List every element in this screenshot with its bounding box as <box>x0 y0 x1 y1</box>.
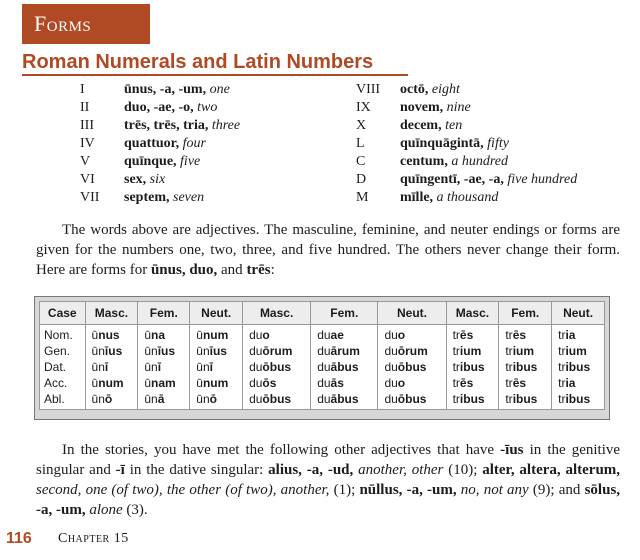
form-cell <box>378 343 446 359</box>
roman-numeral: C <box>356 154 366 169</box>
declension-table <box>39 301 605 410</box>
form-stem: du <box>384 328 398 342</box>
numeral-entry <box>356 171 577 189</box>
roman-numeral: VIII <box>356 82 381 97</box>
form-stem: ūn <box>196 392 210 406</box>
form-stem: du <box>249 392 263 406</box>
page-number: 116 <box>6 530 32 547</box>
form-cell <box>190 375 243 391</box>
numeral-entry <box>356 117 577 135</box>
form-ending: ōbus <box>262 360 292 374</box>
latin-word: ūnus, <box>150 262 186 278</box>
english-gloss: four <box>182 136 206 151</box>
form-ending: ibus <box>512 360 538 374</box>
form-stem: tr <box>558 376 566 390</box>
latin-word: alter, altera, alterum, <box>482 462 621 478</box>
form-cell <box>552 343 605 359</box>
column-header: Masc. <box>243 302 311 325</box>
numeral-entry <box>80 99 240 117</box>
form-ending: ōrum <box>262 344 293 358</box>
case-label: Gen. <box>40 343 86 359</box>
form-ending: īus <box>209 344 227 358</box>
roman-numeral: D <box>356 172 367 187</box>
table-body <box>40 325 605 410</box>
form-stem: du <box>384 392 398 406</box>
form-cell <box>85 391 138 410</box>
form-stem: ū <box>91 376 99 390</box>
title-underline <box>22 74 408 76</box>
english-gloss: five hundred <box>507 172 578 187</box>
form-ending: ī <box>104 360 109 374</box>
latin-word: centum, <box>400 154 448 169</box>
form-cell <box>190 325 243 344</box>
form-stem: du <box>317 360 331 374</box>
form-ending: ium <box>565 344 587 358</box>
form-stem: du <box>384 376 398 390</box>
form-stem: tr <box>558 344 566 358</box>
form-stem: tr <box>452 344 460 358</box>
latin-word: quattuor, <box>124 136 180 151</box>
english-gloss: fifty <box>487 136 509 151</box>
form-ending: ibus <box>565 360 591 374</box>
form-ending: ō <box>209 392 217 406</box>
form-cell <box>311 325 378 344</box>
column-header: Neut. <box>190 302 243 325</box>
para-text: (10); <box>448 462 478 478</box>
form-stem: ūn <box>144 392 158 406</box>
english-gloss: eight <box>431 82 460 97</box>
roman-numeral: VII <box>80 190 100 205</box>
form-cell <box>243 359 311 375</box>
form-cell <box>190 359 243 375</box>
english-gloss: three <box>211 118 241 133</box>
column-header: Masc. <box>446 302 499 325</box>
table-row <box>40 325 605 344</box>
latin-word: alius, -a, -ud, <box>268 462 354 478</box>
form-ending: ium <box>512 344 535 358</box>
latin-word: duo, <box>189 262 218 278</box>
form-cell <box>311 343 378 359</box>
form-ending: num <box>202 376 229 390</box>
form-ending: ēs <box>459 328 474 342</box>
form-ending: ōbus <box>262 392 292 406</box>
english-gloss: a thousand <box>436 190 499 205</box>
form-cell <box>138 359 190 375</box>
form-ending: ēs <box>459 376 474 390</box>
form-cell <box>243 343 311 359</box>
form-ending: ā <box>157 392 165 406</box>
form-cell <box>378 375 446 391</box>
form-ending: o <box>397 376 406 390</box>
form-stem: ū <box>144 376 152 390</box>
table-row <box>40 343 605 359</box>
roman-numeral: I <box>80 82 85 97</box>
roman-numeral: IX <box>356 100 371 115</box>
numeral-entry <box>356 99 577 117</box>
latin-word: trēs <box>246 262 271 278</box>
form-ending: ae <box>330 328 344 342</box>
form-ending: ās <box>330 376 344 390</box>
form-cell <box>446 375 499 391</box>
form-cell <box>499 375 552 391</box>
case-label: Nom. <box>40 325 86 344</box>
form-ending: ibus <box>459 392 485 406</box>
form-stem: tr <box>505 376 513 390</box>
form-cell <box>552 359 605 375</box>
form-cell <box>446 391 499 410</box>
form-ending: num <box>202 328 229 342</box>
section-tab: Forms <box>22 4 150 44</box>
numeral-entry <box>356 153 577 171</box>
form-ending: ibus <box>512 392 538 406</box>
english-gloss: second, one (of two), the other (of two), another, <box>36 482 330 498</box>
form-stem: du <box>384 360 398 374</box>
english-gloss: alone <box>89 502 123 518</box>
form-ending: ōs <box>262 376 277 390</box>
form-ending: īus <box>104 344 123 358</box>
numeral-entry <box>356 81 577 99</box>
latin-word: ūnus, -a, -um, <box>124 82 207 97</box>
roman-numeral: L <box>356 136 365 151</box>
latin-ending: -īus <box>500 442 524 458</box>
form-stem: tr <box>505 392 513 406</box>
form-stem: ūn <box>196 360 210 374</box>
numerals-list-right <box>356 81 577 207</box>
latin-word: decem, <box>400 118 442 133</box>
form-cell <box>85 375 138 391</box>
form-ending: ābus <box>330 392 359 406</box>
form-stem: tr <box>505 344 513 358</box>
page-title: Roman Numerals and Latin Numbers <box>22 51 374 73</box>
latin-word: mīlle, <box>400 190 434 205</box>
roman-numeral: II <box>80 100 90 115</box>
form-cell <box>378 325 446 344</box>
form-cell <box>311 359 378 375</box>
form-cell <box>499 391 552 410</box>
case-label: Dat. <box>40 359 86 375</box>
forms-table-panel <box>34 296 610 420</box>
para-text: The words above are adjectives. The masculine, feminine, and neuter endings or forms are given for the numbers one, two, three, and five hundred. The others never change their form. Here are forms for <box>36 222 620 278</box>
chapter-label: Chapter 15 <box>58 531 129 546</box>
column-header: Fem. <box>138 302 190 325</box>
form-ending: ō <box>104 392 113 406</box>
english-gloss: another, other <box>358 462 444 478</box>
table-row <box>40 359 605 375</box>
english-gloss: nine <box>446 100 471 115</box>
form-ending: ōrum <box>397 344 428 358</box>
para-text: and <box>221 262 243 278</box>
form-ending: ābus <box>330 360 359 374</box>
form-ending: ēs <box>512 376 527 390</box>
table-row <box>40 375 605 391</box>
numeral-entry <box>356 135 577 153</box>
form-stem: ūn <box>91 360 105 374</box>
column-header: Masc. <box>85 302 138 325</box>
form-ending: ia <box>565 328 576 342</box>
form-cell <box>499 325 552 344</box>
form-ending: ī <box>157 360 162 374</box>
case-label: Abl. <box>40 391 86 410</box>
form-cell <box>552 325 605 344</box>
form-cell <box>190 391 243 410</box>
latin-word: octō, <box>400 82 429 97</box>
column-header: Fem. <box>311 302 378 325</box>
roman-numeral: X <box>356 118 367 133</box>
form-cell <box>243 375 311 391</box>
form-stem: tr <box>505 328 513 342</box>
form-stem: du <box>317 328 331 342</box>
latin-ending: -ī <box>115 462 125 478</box>
form-cell <box>85 359 138 375</box>
latin-word: sex, <box>124 172 147 187</box>
numeral-entry <box>80 117 240 135</box>
latin-word: sōlus, -a, -um, <box>36 482 621 518</box>
form-stem: ūn <box>91 344 105 358</box>
roman-numeral: V <box>80 154 91 169</box>
latin-word: septem, <box>124 190 170 205</box>
form-stem: tr <box>558 328 566 342</box>
form-ending: ibus <box>565 392 591 406</box>
english-gloss: a hundred <box>451 154 508 169</box>
form-stem: ūn <box>196 344 210 358</box>
form-ending: ibus <box>459 360 485 374</box>
column-header: Neut. <box>552 302 605 325</box>
form-stem: ū <box>91 328 99 342</box>
form-ending: ārum <box>330 344 360 358</box>
form-ending: ī <box>209 360 213 374</box>
form-stem: tr <box>452 392 460 406</box>
form-cell <box>85 343 138 359</box>
latin-word: quīnquāgintā, <box>400 136 484 151</box>
form-stem: tr <box>558 392 566 406</box>
form-cell <box>499 343 552 359</box>
form-stem: ūn <box>91 392 105 406</box>
stories-paragraph <box>36 440 620 520</box>
form-stem: du <box>317 376 331 390</box>
form-stem: du <box>317 344 331 358</box>
form-stem: tr <box>558 360 566 374</box>
roman-numeral: IV <box>80 136 95 151</box>
roman-numeral: M <box>356 190 369 205</box>
form-stem: tr <box>452 328 460 342</box>
numeral-entry <box>80 153 240 171</box>
para-text: In the stories, you have met the following other adjectives that have <box>62 442 495 458</box>
form-ending: ia <box>565 376 576 390</box>
form-stem: du <box>249 376 263 390</box>
form-stem: tr <box>452 360 460 374</box>
form-cell <box>85 325 138 344</box>
para-text: (9); and <box>532 482 581 498</box>
column-header: Fem. <box>499 302 552 325</box>
numerals-list-left <box>80 81 240 207</box>
form-stem: ū <box>144 328 152 342</box>
para-text: (1); <box>333 482 356 498</box>
form-cell <box>138 325 190 344</box>
form-cell <box>311 391 378 410</box>
form-ending: ēs <box>512 328 527 342</box>
form-cell <box>378 359 446 375</box>
form-ending: ōbus <box>397 392 427 406</box>
table-header-row <box>40 302 605 325</box>
form-cell <box>138 391 190 410</box>
form-ending: īus <box>157 344 176 358</box>
english-gloss: two <box>197 100 218 115</box>
english-gloss: six <box>149 172 166 187</box>
form-stem: du <box>249 360 263 374</box>
case-label: Acc. <box>40 375 86 391</box>
form-stem: tr <box>452 376 460 390</box>
latin-word: novem, <box>400 100 444 115</box>
form-cell <box>446 359 499 375</box>
latin-word: quīnque, <box>124 154 177 169</box>
form-cell <box>311 375 378 391</box>
latin-word: quīngentī, -ae, -a, <box>400 172 504 187</box>
form-stem: du <box>249 344 263 358</box>
roman-numeral: III <box>80 118 94 133</box>
form-stem: ūn <box>144 344 158 358</box>
english-gloss: one <box>209 82 230 97</box>
form-ending: o <box>397 328 406 342</box>
form-stem: du <box>384 344 398 358</box>
latin-word: nūllus, -a, -um, <box>359 482 457 498</box>
form-cell <box>190 343 243 359</box>
intro-paragraph <box>36 220 620 280</box>
latin-word: trēs, trēs, tria, <box>124 118 209 133</box>
para-text: in the genitive singular and <box>36 442 621 478</box>
form-stem: du <box>317 392 331 406</box>
english-gloss: seven <box>173 190 205 205</box>
form-cell <box>446 343 499 359</box>
form-cell <box>552 391 605 410</box>
form-cell <box>243 391 311 410</box>
para-text: : <box>270 262 275 278</box>
form-ending: ōbus <box>397 360 427 374</box>
form-stem: ū <box>196 376 203 390</box>
form-ending: nam <box>151 376 176 390</box>
latin-word: duo, -ae, -o, <box>124 100 194 115</box>
english-gloss: ten <box>445 118 463 133</box>
para-text: in the dative singular: <box>129 462 264 478</box>
table-row <box>40 391 605 410</box>
numeral-entry <box>80 81 240 99</box>
form-cell <box>446 325 499 344</box>
form-ending: o <box>262 328 270 342</box>
form-stem: ū <box>196 328 203 342</box>
numeral-entry <box>80 171 240 189</box>
form-ending: na <box>151 328 166 342</box>
form-stem: ūn <box>144 360 158 374</box>
para-text: (3). <box>126 502 148 518</box>
english-gloss: no, not any <box>460 482 529 498</box>
form-cell <box>243 325 311 344</box>
form-ending: num <box>98 376 124 390</box>
form-cell <box>138 375 190 391</box>
form-stem: du <box>249 328 263 342</box>
form-ending: ium <box>459 344 482 358</box>
form-cell <box>378 391 446 410</box>
form-stem: tr <box>505 360 513 374</box>
english-gloss: five <box>180 154 201 169</box>
form-ending: nus <box>98 328 120 342</box>
numeral-entry <box>80 189 240 207</box>
form-cell <box>552 375 605 391</box>
form-cell <box>138 343 190 359</box>
column-header: Neut. <box>378 302 446 325</box>
roman-numeral: VI <box>80 172 95 187</box>
numeral-entry <box>356 189 577 207</box>
numeral-entry <box>80 135 240 153</box>
column-header-case: Case <box>40 302 86 325</box>
form-cell <box>499 359 552 375</box>
